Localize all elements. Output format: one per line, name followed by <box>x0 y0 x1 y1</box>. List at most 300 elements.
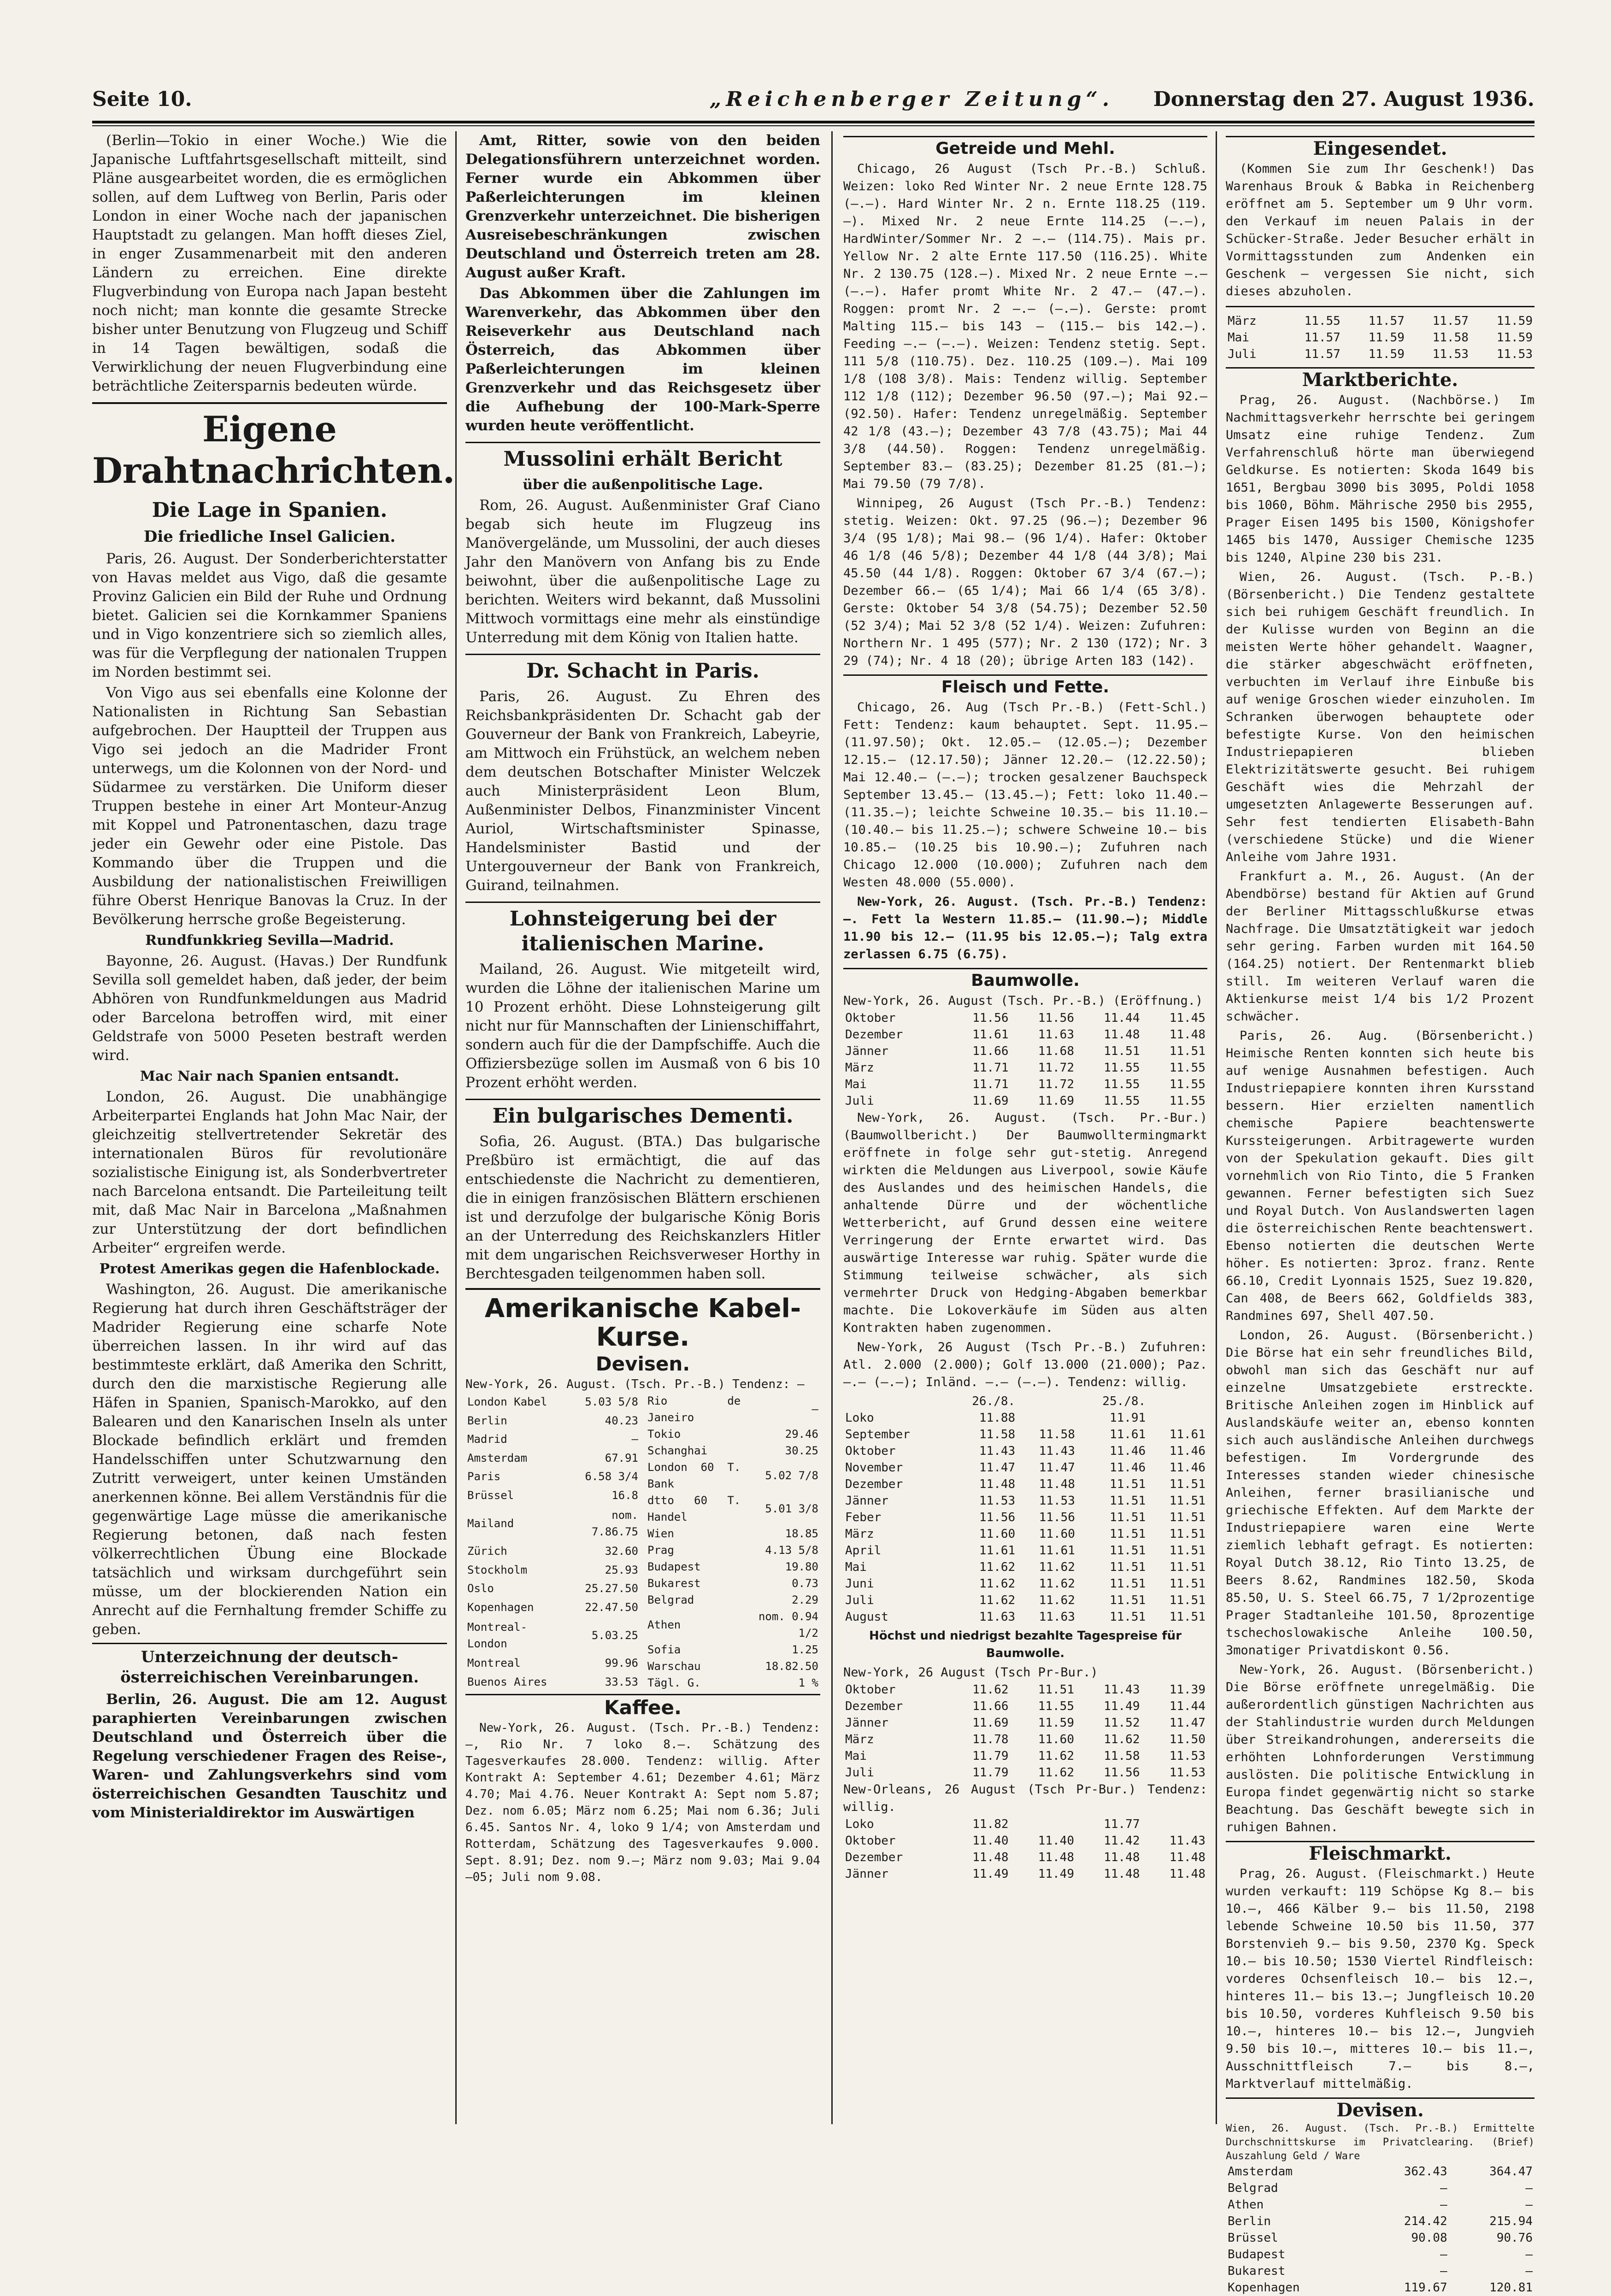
subheadline-devisen: Devisen. <box>595 1353 690 1375</box>
market-report: Chicago, 26 August (Tsch Pr.-B.) Schluß. Weizen: loko Red Winter Nr. 2 neue Ernte 128.75 (—.—). Hard Winter Nr. 2 n. Ernte 118.25 (119.—). Mixed Nr. 2 neue Ernte 114.25 (—.—), HardWinter/Sommer Nr. 2 —.— (114.75). Mais pr. Yellow Nr. 2 alte Ernte 117.50 (116.25). White Nr. 2 130.75 (128.—). Mixed Nr. 2 neue Ernte —.— (—.—). Hafer promt White Nr. 2 47.— (47.—). Roggen: promt Nr. 2 —.— (—.—). Gerste: promt Malting 115.— bis 143 — (115.— bis 142.—). Feeding —.— (—.—). Weizen: Tendenz stetig. Sept. 111 5/8 (110.75). Dez. 110.25 (109.—). Mai 109 1/8 (108 3/8). Mais: Tendenz willig. September 112 1/8 (112); Dezember 96.50 (97.—); Mai 92.— (92.50). Hafer: Tendenz unregelmäßig. September 42 1/8 (43.—); Dezember 43 7/8 (43.75); Mai 44 3/8 (44.50). Roggen: Tendenz unregelmäßig. September 83.— (83.25); Dezember 81.25 (81.—); Mai 79.50 (79 7/8). <box>843 162 1207 491</box>
table-value-cell: — <box>1440 2264 1447 2278</box>
cotton-highlow-headline: Höchst und niedrigst bezahlte Tagespreise für Baumwolle. <box>869 1629 1182 1660</box>
table-value-cell: 11.51 <box>1109 1527 1146 1541</box>
table-row <box>843 1542 1207 1559</box>
table-value-cell: 11.46 <box>1169 1461 1205 1475</box>
table-label-cell: Feber <box>845 1511 882 1524</box>
market-report: Prag, 26. August. (Nachbörse.) Im Nachmittagsverkehr herrschte bei geringem Umsatz eine ruhige Tendenz. Zum Verfahrenschluß hörte man überwiegend Geldkurse. Es notierten: Skoda 1649 bis 1651, Bergbau 3090 bis 3095, Poldi 1058 bis 1060, Böhm. Mährische 2950 bis 2955, Prager Eisen 1495 bis 1500, Königshofer 1465 bis 1470, Aussiger Chemische 1235 bis 1240, Alpine 230 bis 231. <box>1226 393 1535 565</box>
table-value-cell: 11.48 <box>1169 1851 1205 1864</box>
table-value-cell: 18.82.50 <box>765 1660 818 1673</box>
table-value-cell: — <box>811 1403 818 1416</box>
table-label-cell: London 60 T. Bank <box>647 1461 741 1490</box>
table-value-cell: 11.78 <box>972 1733 1009 1746</box>
table-value-cell: 11.43 <box>1039 1444 1075 1458</box>
cotton-table <box>843 1010 1207 1109</box>
table-value-cell: 11.72 <box>1038 1061 1074 1075</box>
table-value-cell: 1 % <box>798 1676 818 1689</box>
cotton-dateline: New-York, 26 August (Tsch Pr-Bur.) <box>843 1665 1098 1680</box>
table-value-cell: 18.85 <box>785 1527 818 1540</box>
article-paragraph: Amt, Ritter, sowie von den beiden Delegationsführern unterzeichnet worden. Ferner wurde ein Abkommen über Paßerleichterungen im kleinen Grenzverkehr unterzeichnet. Die bisherigen Ausreisebeschränkungen zwischen Deutschland und Österreich treten am 28. August außer Kraft. <box>465 132 820 281</box>
table-value-cell: 11.59 <box>1496 331 1533 345</box>
table-value-cell: 11.51 <box>1169 1610 1205 1624</box>
table-value-cell: — <box>1440 2248 1447 2261</box>
table-label-cell: Zürich <box>467 1545 507 1558</box>
cotton-table-4 <box>843 1816 1207 1882</box>
table-value-cell: 11.51 <box>1109 1560 1146 1574</box>
table-label-cell: Mailand <box>467 1517 514 1530</box>
coffee-report: New-York, 26. August. (Tsch. Pr.-B.) Tendenz: —, Rio Nr. 7 loko 8.—. Schätzung des Tagesverkaufes 28.000. Tendenz: willig. After Kontrakt A: September 4.61; Dezember 4.61; März 4.70; Mai 4.76. Neuer Kontrakt A: Sept nom 5.87; Dez. nom 6.05; März nom 6.25; Mai nom 6.36; Juli 6.45. Santos Nr. 4, loko 9 1/4; von Amsterdam und Rotterdam, Schätzung des Tagesverkaufes 9.000. Sept. 8.91; Dez. nom 9.—; März nom 9.03; Mai 9.04—05; Juli nom 9.08. <box>465 1721 820 1884</box>
table-value-cell: 11.57 <box>1304 347 1341 361</box>
table-row <box>465 1561 640 1580</box>
table-value-cell: 11.51 <box>1109 1511 1146 1524</box>
table-value-cell: 11.62 <box>1104 1733 1140 1746</box>
advertisement-notice: (Kommen Sie zum Ihr Geschenk!) Das Warenhaus Brouk & Babka in Reichenberg eröffnet am 5. September um 9 Uhr vorm. den Verkauf im neuen Palais in der Schücker-Straße. Jeder Besucher erhält in Vormittagsstunden zum Andenken ein Geschenk — vergessen Sie nicht, sich dieses abzuholen. <box>1226 162 1535 299</box>
table-value-cell: 11.62 <box>979 1593 1016 1607</box>
table-row <box>843 1698 1207 1715</box>
table-row <box>843 1476 1207 1493</box>
table-value-cell: 11.61 <box>1169 1428 1205 1441</box>
table-label-cell: Buenos Aires <box>467 1675 547 1688</box>
table-row <box>646 1558 820 1575</box>
table-row <box>1226 2196 1535 2213</box>
market-report: Paris, 26. Aug. (Börsenbericht.) Heimische Renten konnten sich heute bis auf wenige Ausnahmen befestigen. Auch Industriepapiere konnten ihren Kursstand bessern. Hier erzielten namentlich chemische Papiere beachtenswerte Kurssteigerungen. Arbitragewerte wurden von der Spekulation gekauft. Dies gilt vornehmlich von Rio Tinto, die 5 Franken gewannen. Ferner befestigten sich Suez und Royal Dutch. Von Auslandswerten lagen die österreichischen Rente beachtenswert. Ebenso notierten die deutschen Werte höher. Es notierten: 3proz. franz. Rente 66.10, Credit Lyonnais 1525, Suez 19.820, Can 408, de Beers 662, Goldfields 383, Randmines 697, Shell 407.50. <box>1226 1029 1535 1323</box>
table-value-cell: 11.55 <box>1104 1078 1140 1091</box>
table-value-cell: 25.93 <box>605 1563 638 1576</box>
table-value-cell: 11.48 <box>1169 1028 1205 1042</box>
table-row <box>465 1393 640 1412</box>
issue-date: Donnerstag den 27. August 1936. <box>1153 88 1535 111</box>
headline-markt: Marktberichte. <box>1226 367 1535 389</box>
table-row <box>843 1866 1207 1882</box>
table-value-cell: 11.69 <box>972 1716 1009 1730</box>
table-value-cell: 11.48 <box>1104 1851 1140 1864</box>
headline-lohn: Lohnsteigerung bei der italienischen Marine. <box>465 902 820 956</box>
column-rule <box>1216 131 1217 2124</box>
table-row <box>465 1505 640 1542</box>
article-paragraph: Rom, 26. August. Außenminister Graf Ciano begab sich heute im Flugzeug ins Manövergelände, um Mussolini, der auch dieses Jahr den Manövern von Anfang bis zu Ende beiwohnt, über die außenpolitische Lage zu berichten. Weiters wird bekannt, daß Mussolini Mittwoch vormittags eine mehr als einstündige Unterredung mit dem König von Italien hatte. <box>465 497 820 646</box>
table-value-cell: 11.48 <box>1038 1851 1074 1864</box>
market-report: London, 26. August. (Börsenbericht.) Die Börse hat ein sehr freundliches Bild, obwohl man sich das Geschäft nur auf einzelne Umsatzgebiete erstreckte. Britische Anleihen zogen im Hinblick auf Auslandskäufe weiter an, ebenso konnten sich auch ausländische Anleihen durchwegs befestigen. Im Vordergrunde des Interesses standen wieder chinesische Anleihen, ferner brasilianische und griechische Effekten. Auf dem Markte der Industriepapiere waren eine Werte ziemlich lebhaft gefragt. Es notierten: Royal Dutch 38.12, Rio Tinto 13.25, de Beers 8.62, Randmines 182.50, Skoda 85.50, U. S. Steel 66.75, 7 1/2prozentige Prager Stadtanleihe 101.50, 8prozentige tschechoslowakische Anleihe 100.50, 3monatiger Privatdiskont 0.56. <box>1226 1328 1535 1658</box>
table-value-cell: 11.51 <box>1109 1610 1146 1624</box>
table-row <box>843 1043 1207 1060</box>
table-value-cell: 11.47 <box>979 1461 1016 1475</box>
article-paragraph: Bayonne, 26. August. (Havas.) Der Rundfunk Sevilla soll gemeldet haben, daß jeder, der beim Abhören von Rundfunkmeldungen aus Madrid oder Barcelona betroffen wird, mit einer Geldstrafe von 5000 Peseten bestraft werden wird. <box>92 953 447 1064</box>
table-value-cell: 11.44 <box>1104 1011 1140 1025</box>
market-report: Chicago, 26. Aug (Tsch Pr.-B.) (Fett-Schl.) Fett: Tendenz: kaum behauptet. Sept. 11.95.— (11.97.50); Okt. 12.05.— (12.05.—); Dezember 12.15.— (12.17.50); Jänner 12.20.— (12.22.50); Mai 12.40.— (—.—); trocken gesalzener Bauchspeck September 13.45.— (13.45.—); Fett: loko 11.40.— (11.35.—); leichte Schweine 10.35.— bis 11.10.— (10.40.— bis 11.25.—); schwere Schweine 10.— bis 10.85.— (10.25 bis 10.90.—); Zufuhren nach Chicago 12.000 (10.000); Zufuhren nach dem Westen 48.000 (55.000). <box>843 700 1207 890</box>
table-value-cell: 11.55 <box>1104 1061 1140 1075</box>
table-row <box>465 1598 640 1617</box>
article-paragraph: Sofia, 26. August. (BTA.) Das bulgarische Preßbüro ist ermächtigt, die auf das entschiedenste die Nachricht zu dementieren, die in einigen französischen Blättern erschienen ist und derzufolge der bulgarische König Boris an der Unterredung des Reichskanzlers Hitler mit dem ungarischen Reichsverweser Horthy in Berchtesgaden teilgenommen haben soll. <box>465 1133 820 1282</box>
table-value-cell: 11.51 <box>1169 1494 1205 1508</box>
table-row <box>646 1542 820 1558</box>
table-row <box>1226 2230 1535 2246</box>
headline-protest: Protest Amerikas gegen die Hafenblockade. <box>99 1261 440 1277</box>
table-value-cell: — <box>1525 2248 1533 2261</box>
headline-kabelkurse: Amerikanische Kabel-Kurse. <box>465 1288 820 1352</box>
headline-baumwolle: Baumwolle. <box>843 968 1207 990</box>
table-label-cell: Kopenhagen <box>1228 2281 1300 2295</box>
table-row <box>1226 2213 1535 2230</box>
table-value-cell: 11.53 <box>1432 347 1469 361</box>
table-label-cell: März <box>845 1733 874 1746</box>
table-row <box>1226 2180 1535 2196</box>
table-value-cell: 99.96 <box>605 1657 638 1670</box>
table-value-cell: 11.51 <box>1109 1544 1146 1558</box>
table-value-cell: 11.69 <box>1038 1094 1074 1108</box>
table-value-cell: 11.56 <box>1104 1766 1140 1780</box>
table-value-cell: 11.62 <box>979 1577 1016 1591</box>
table-value-cell: 11.51 <box>1109 1477 1146 1491</box>
table-label-cell: Athen <box>1228 2198 1264 2212</box>
table-value-cell: — <box>631 1433 638 1446</box>
table-value-cell: 22.47.50 <box>585 1600 638 1614</box>
table-value-cell: 5.03 5/8 <box>585 1395 638 1409</box>
table-value-cell: 90.08 <box>1411 2231 1447 2245</box>
cotton-report: New-York, 26. August. (Tsch. Pr.-Bur.) (Baumwollbericht.) Der Baumwolltermingmarkt eröffnete in folge sehr gut-stetig. Anregend wirkten die Meldungen aus Liverpool, sowie Käufe des Auslandes und des heimischen Handels, die anhaltende Dürre und der wöchentliche Wetterbericht, auf Grund dessen eine weitere Verringerung der Ernte erwartet wird. Das auswärtige Interesse war ruhig. Später wurde die Stimmung teilweise schwächer, als sich vermehrter Druck von Hedging-Abgaben bemerkbar machte. Die Lokoverkäufe im Süden aus alten Kontrakten haben zugenommen. <box>843 1111 1207 1335</box>
table-value-cell: 11.47 <box>1169 1716 1205 1730</box>
cotton-dateline: New-York, 26 August (Tsch Pr.-B.) Zufuhren: Atl. 2.000 (2.000); Golf 13.000 (21.000); Paz. —.— (—.—); Inländ. —.— (—.—). Tendenz: willig. <box>843 1340 1207 1389</box>
table-label-cell: London Kabel <box>467 1395 547 1409</box>
table-row <box>465 1430 640 1449</box>
table-value-cell: 11.43 <box>979 1444 1016 1458</box>
headline-spain: Die Lage in Spanien. <box>152 498 388 522</box>
table-row <box>1226 2246 1535 2263</box>
column-4 <box>1226 131 1535 2295</box>
table-label-cell: Mai <box>845 1560 867 1574</box>
table-value-cell <box>1017 1410 1077 1426</box>
table-value-cell: 11.82 <box>972 1817 1009 1831</box>
table-value-cell: 11.40 <box>1038 1834 1074 1848</box>
table-row <box>843 1849 1207 1866</box>
table-value-cell: 11.58 <box>979 1428 1016 1441</box>
table-value-cell: 11.55 <box>1169 1061 1205 1075</box>
table-value-cell: 11.42 <box>1104 1834 1140 1848</box>
table-label-cell: Montreal <box>467 1657 521 1670</box>
table-value-cell: 11.48 <box>979 1477 1016 1491</box>
devisen-left-table <box>465 1393 640 1691</box>
devisen-dateline: New-York, 26. August. (Tsch. Pr.-B.) Tendenz: — <box>465 1377 805 1391</box>
table-label-cell: März <box>845 1061 874 1075</box>
table-label-cell: April <box>845 1544 882 1558</box>
table-value-cell: 11.63 <box>1038 1028 1074 1042</box>
table-value-cell: 11.91 <box>1109 1411 1146 1425</box>
table-value-cell: 11.58 <box>1039 1428 1075 1441</box>
table-value-cell: 19.80 <box>785 1560 818 1573</box>
column-rule <box>831 131 833 2124</box>
table-value-cell: 11.62 <box>972 1683 1009 1697</box>
table-value-cell: 119.67 <box>1404 2281 1447 2295</box>
table-value-cell: 2.29 <box>792 1593 818 1606</box>
table-value-cell: nom. 0.94 1/2 <box>758 1610 818 1640</box>
market-report: Prag, 26. August. (Fleischmarkt.) Heute wurden verkauft: 119 Schöpse Kg 8.— bis 10.—, 466 Kälber 9.— bis 11.50, 2198 lebende Schweine 10.50 bis 11.50, 377 Borstenvieh 9.— bis 9.50, 2370 Kg. Speck 10.— bis 10.50; 1530 Viertel Rindfleisch: vorderes Ochsenfleisch 10.— bis 12.—, hinteres 11.— bis 13.—; Jungfleisch 10.20 bis 10.50, vorderes Kuhfleisch 9.50 bis 10.—, hinteres 10.— bis 12.—, Jungvieh 9.50 bis 10.—, mitteres 10.— bis 11.—, Ausschnittfleisch 7.— bis 8.—, Marktverlauf mittelmäßig. <box>1226 1867 1535 2091</box>
table-value-cell: 11.53 <box>1039 1494 1075 1508</box>
table-value-cell: 11.48 <box>972 1851 1009 1864</box>
table-value-cell: 5.03.25 <box>591 1628 638 1642</box>
devisen-table <box>465 1393 820 1691</box>
table-label-cell: Juli <box>845 1593 874 1607</box>
table-row <box>843 1715 1207 1731</box>
table-value-cell: 11.72 <box>1038 1078 1074 1091</box>
top-rule-thin <box>92 125 1535 126</box>
table-label-cell: Mai <box>845 1078 867 1091</box>
table-label-cell: Berlin <box>1228 2214 1271 2228</box>
market-report: Wien, 26. August. (Tsch. P.-B.) (Börsenbericht.) Die Tendenz gestaltete sich bei ruhigem Geschäft freundlich. In der Kulisse wurden von Beginn an die meisten Werte höher gehandelt. Waagner, die stärker abgeschwächt eröffneten, verbuchten im Verlauf ihre Einbuße bis auf wenige Groschen wieder einzuholen. Im Schranken überwogen behauptete oder befestigte Kurse. Von den heimischen Industriepapieren blieben Elektrizitätswerte gesucht. Bei ruhigem Geschäft wies die Mehrzahl der umgesetzten Anlagewerte Besserungen auf. Sehr fest tendierten Elisabeth-Bahn (verschiedene Stücke) und die Wiener Anleihe vom Jahre 1931. <box>1226 570 1535 864</box>
table-row <box>646 1675 820 1691</box>
headline-mussolini: Mussolini erhält Bericht <box>465 442 820 472</box>
table-value-cell: 11.88 <box>979 1411 1016 1425</box>
headline-dementi: Ein bulgarisches Dementi. <box>465 1099 820 1129</box>
table-value-cell: 11.51 <box>1109 1577 1146 1591</box>
table-row <box>465 1617 640 1654</box>
table-row <box>646 1459 820 1492</box>
table-label-cell: August <box>845 1610 888 1624</box>
table-row <box>646 1426 820 1442</box>
column-1 <box>92 131 455 2124</box>
table-value-cell: 11.71 <box>972 1061 1009 1075</box>
table-label-cell: Berlin <box>467 1414 507 1427</box>
masthead <box>92 83 1535 115</box>
cotton-dateline: New-York, 26. August (Tsch. Pr.-B.) (Eröffnung.) <box>843 994 1203 1008</box>
table-row <box>843 1576 1207 1592</box>
table-row <box>843 1833 1207 1849</box>
headline-radio: Rundfunkkrieg Sevilla—Madrid. <box>145 932 394 949</box>
table-label-cell: Warschau <box>647 1660 701 1673</box>
table-value-cell: 29.46 <box>785 1428 818 1441</box>
table-value-cell: 11.79 <box>972 1766 1009 1780</box>
table-value-cell: 11.63 <box>979 1610 1016 1624</box>
table-value-cell: 11.51 <box>1169 1527 1205 1541</box>
table-row <box>646 1658 820 1675</box>
table-label-cell: Montreal-London <box>467 1620 528 1650</box>
table-label-cell: Juli <box>845 1766 874 1780</box>
table-label-cell: Paris <box>467 1470 501 1483</box>
table-value-cell: 11.51 <box>1109 1494 1146 1508</box>
table-row <box>843 1609 1207 1625</box>
table-value-cell: — <box>1440 2198 1447 2212</box>
table-row <box>843 1026 1207 1043</box>
table-row <box>843 1410 1207 1426</box>
table-value-cell: 11.60 <box>1039 1527 1075 1541</box>
article-paragraph: Berlin, 26. August. Die am 12. August paraphierten Vereinbarungen zwischen Deutschland und Österreich über die Regelung verschiedener Fragen des Reise-, Waren- und Zahlungsverkehrs sind vom österreichischen Gesandten Tauschitz und vom Ministerialdirektor im Auswärtigen <box>92 1691 447 1821</box>
table-value-cell: 11.53 <box>1169 1766 1205 1780</box>
table-row <box>646 1592 820 1608</box>
table-value-cell: 11.57 <box>1432 314 1469 328</box>
article-paragraph: Washington, 26. August. Die amerikanische Regierung hat durch ihren Geschäftsträger der Madrider Regierung eine scharfe Note überreichen lassen. In ihr wird auf das bestimmteste erklärt, daß Amerika den Schritt, durch den die marxistische Regierung alle Häfen in Spanien, Spanisch-Marokko, auf den Balearen und den Kanarischen Inseln als unter Blockade befindlich erklärt und fremden Handelsschiffen unter Schutzwarnung den Zutritt verweigert, unter keinen Umständen anerkennen könne. Bei allem Verständnis für die gegenwärtige Lage müsse die amerikanische Regierung betonen, daß nach festen völkerrechtlichen Übung eine Blockade tatsächlich und wirksam durchgeführt sein müsse, um der blockierenden Nation ein Anrecht auf die Fernhaltung fremder Schiffe zu geben. <box>92 1281 447 1638</box>
table-row <box>843 1393 1207 1410</box>
top-rule <box>92 121 1535 123</box>
table-value-cell: 11.44 <box>1169 1699 1205 1713</box>
table-row <box>646 1641 820 1658</box>
table-label-cell: September <box>845 1428 910 1441</box>
table-row <box>465 1467 640 1486</box>
table-value-cell: 11.48 <box>1169 1867 1205 1881</box>
table-row <box>843 1592 1207 1609</box>
table-label-cell: Loko <box>845 1817 874 1831</box>
table-row <box>465 1654 640 1673</box>
cotton-table-2 <box>843 1393 1207 1625</box>
table-value-cell: 11.46 <box>1109 1444 1146 1458</box>
table-value-cell: 11.43 <box>1104 1683 1140 1697</box>
table-label-cell: Dezember <box>845 1477 903 1491</box>
table-label-cell: Schanghai <box>647 1444 708 1457</box>
table-value-cell: 11.77 <box>1104 1817 1140 1831</box>
table-value-cell: 11.56 <box>972 1011 1009 1025</box>
table-value-cell: — <box>1525 2264 1533 2278</box>
table-value-cell: 11.48 <box>1104 1028 1140 1042</box>
table-value-cell: 11.46 <box>1109 1461 1146 1475</box>
table-row <box>1226 329 1535 346</box>
table-value-cell: 11.55 <box>1169 1094 1205 1108</box>
table-value-cell: 11.59 <box>1368 331 1405 345</box>
table-label-cell: Jänner <box>845 1494 888 1508</box>
table-value-cell <box>1141 1816 1207 1833</box>
table-label-cell: Jänner <box>845 1044 888 1058</box>
table-value-cell: — <box>1525 2198 1533 2212</box>
table-value-cell: 11.66 <box>972 1044 1009 1058</box>
table-value-cell: 11.51 <box>1169 1560 1205 1574</box>
table-row <box>843 1493 1207 1509</box>
table-label-cell: Oslo <box>467 1582 494 1595</box>
table-label-cell: Oktober <box>845 1011 896 1025</box>
table-value-cell: 11.57 <box>1304 331 1341 345</box>
subheadline-galicia: Die friedliche Insel Galicien. <box>143 527 396 546</box>
table-value-cell: 362.43 <box>1404 2165 1447 2179</box>
table-value-cell: 11.51 <box>1169 1577 1205 1591</box>
table-label-cell: Mai <box>845 1749 867 1763</box>
cotton-dateline: New-Orleans, 26 August (Tsch Pr-Bur.) Tendenz: willig. <box>843 1782 1207 1814</box>
table-label-cell: Juli <box>845 1094 874 1108</box>
column-rule <box>455 131 457 2124</box>
headline-schacht: Dr. Schacht in Paris. <box>465 654 820 684</box>
table-value-cell: 364.47 <box>1489 2165 1533 2179</box>
table-value-cell: 11.58 <box>1432 331 1469 345</box>
table-value-cell: 11.69 <box>972 1094 1009 1108</box>
table-label-cell: Madrid <box>467 1433 507 1446</box>
headline-devisen-wien: Devisen. <box>1226 2097 1535 2119</box>
table-value-cell: 11.50 <box>1169 1733 1205 1746</box>
headline-getreide: Getreide und Mehl. <box>843 136 1207 158</box>
subheadline-kaffee: Kaffee. <box>465 1694 820 1717</box>
table-row <box>843 1764 1207 1781</box>
table-value-cell: 11.48 <box>1104 1867 1140 1881</box>
table-label-cell: Mai <box>1228 331 1249 345</box>
table-value-cell: nom. 7.86.75 <box>591 1508 638 1538</box>
column-2 <box>465 131 820 2124</box>
table-row <box>646 1442 820 1459</box>
table-value-cell: 11.49 <box>1104 1699 1140 1713</box>
table-value-cell: 11.57 <box>1368 314 1405 328</box>
table-value-cell: 11.51 <box>1169 1044 1205 1058</box>
table-value-cell: 32.60 <box>605 1545 638 1558</box>
table-value-cell: 0.73 <box>792 1577 818 1590</box>
table-value-cell: 214.42 <box>1404 2214 1447 2228</box>
table-value-cell: 11.58 <box>1104 1749 1140 1763</box>
table-row <box>843 1426 1207 1443</box>
headline-macnair: Mac Nair nach Spanien entsandt. <box>140 1068 400 1084</box>
table-row <box>843 1060 1207 1076</box>
table-value-cell: 11.45 <box>1169 1011 1205 1025</box>
table-label-cell: Tägl. G. <box>647 1676 701 1689</box>
table-label-cell: Juni <box>845 1577 874 1591</box>
devisen-right-table <box>646 1393 820 1691</box>
table-value-cell: 25.27.50 <box>585 1582 638 1595</box>
table-label-cell: Jänner <box>845 1716 888 1730</box>
table-label-cell: Amsterdam <box>467 1451 528 1464</box>
table-row <box>1226 2279 1535 2296</box>
table-value-cell: 11.48 <box>1039 1477 1075 1491</box>
table-value-cell: 5.01 3/8 <box>765 1502 818 1515</box>
cotton-table-3 <box>843 1681 1207 1781</box>
table-row <box>843 1459 1207 1476</box>
table-label-cell: Dezember <box>845 1028 903 1042</box>
table-value-cell: 11.62 <box>1039 1577 1075 1591</box>
table-value-cell: 11.46 <box>1169 1444 1205 1458</box>
table-value-cell: 11.61 <box>979 1544 1016 1558</box>
column-3 <box>843 131 1207 2124</box>
table-value-cell: 11.43 <box>1169 1834 1205 1848</box>
table-label-cell: Budapest <box>1228 2248 1286 2261</box>
table-value-cell <box>1017 1393 1077 1410</box>
price-table <box>1226 313 1535 363</box>
table-value-cell: 11.39 <box>1169 1683 1205 1697</box>
table-row <box>843 1076 1207 1093</box>
table-label-cell: Dezember <box>845 1699 903 1713</box>
table-value-cell: 215.94 <box>1489 2214 1533 2228</box>
table-value-cell: 11.49 <box>972 1867 1009 1881</box>
headline-fleisch: Fleisch und Fette. <box>843 674 1207 696</box>
table-row <box>465 1579 640 1598</box>
table-value-cell: 11.51 <box>1169 1477 1205 1491</box>
article-tokio: (Berlin—Tokio in einer Woche.) Wie die Japanische Luftfahrtsgesellschaft mitteilt, sind Pläne ausgearbeitet worden, die es ermöglichen sollen, auf dem Luftweg von Berlin, Paris oder London in einer Woche nach der japanischen Hauptstadt zu gelangen. Man hofft dieses Ziel, in enger Zusammenarbeit mit den anderen Ländern zu erreichen. Eine direkte Flugverbindung von Europa nach Japan besteht noch nicht; man konnte die gesamte Strecke bisher unter Benutzung von Flugzeug und Schiff in 14 Tagen bewältigen, sodaß die Verwirklichung der neuen Flugverbindung eine beträchtliche Zeitersparnis bedeuten würde. <box>92 132 447 394</box>
table-value-cell: 11.51 <box>1038 1683 1074 1697</box>
table-value-cell: 11.60 <box>1038 1733 1074 1746</box>
table-value-cell: 11.52 <box>1104 1716 1140 1730</box>
table-label-cell: Belgrad <box>1228 2181 1278 2195</box>
divider <box>1226 306 1535 307</box>
table-value-cell: 1.25 <box>792 1643 818 1656</box>
table-label-cell: Kopenhagen <box>467 1600 534 1614</box>
headline-eingesendet: Eingesendet. <box>1226 136 1535 158</box>
table-row <box>465 1542 640 1561</box>
table-value-cell: 11.49 <box>1038 1867 1074 1881</box>
table-label-cell: Juli <box>1228 347 1257 361</box>
table-row <box>843 1443 1207 1459</box>
table-row <box>843 1509 1207 1526</box>
table-value-cell: 11.59 <box>1368 347 1405 361</box>
table-row <box>1226 313 1535 329</box>
table-label-cell: Wien <box>647 1527 674 1540</box>
table-label-cell: Stockholm <box>467 1563 528 1576</box>
table-row <box>646 1525 820 1542</box>
market-report: Frankfurt a. M., 26. August. (An der Abendbörse) bestand für Aktien auf Grund der Berliner Mittagsschlußkurse etwas Nachfrage. Die Umsatztätigkeit war jedoch sehr gering. Farben wurden mit 164.50 (164.25) notiert. Der Rentenmarkt blieb still. Im weiteren Verlauf waren die Aktienkurse meist 1/4 bis 1/2 Prozent schwächer. <box>1226 869 1535 1024</box>
table-label-cell: Budapest <box>647 1560 701 1573</box>
market-report: New-York, 26. August. (Tsch. Pr.-B.) Tendenz: —. Fett la Western 11.85.— (11.90.—); Middle 11.90 bis 12.— (11.95 bis 12.05.—); Talg extra zerlassen 6.75 (6.75). <box>843 895 1207 961</box>
table-value-cell: 25./8. <box>1102 1394 1146 1408</box>
headline-fleischmarkt: Fleischmarkt. <box>1226 1841 1535 1863</box>
table-row <box>843 1559 1207 1576</box>
table-label-cell: Bukarest <box>647 1577 701 1590</box>
table-label-cell: Oktober <box>845 1683 896 1697</box>
table-value-cell: 6.58 3/4 <box>585 1470 638 1483</box>
table-label-cell: Belgrad <box>647 1593 694 1606</box>
devisen-dateline: Wien, 26. August. (Tsch. Pr.-B.) Ermittelte Durchschnittskurse im Privatclearing. (Brief) Auszahlung Geld / Ware <box>1226 2123 1535 2162</box>
table-label-cell: Sofia <box>647 1643 681 1656</box>
table-value-cell: 11.61 <box>1039 1544 1075 1558</box>
table-row <box>1226 2263 1535 2279</box>
table-row <box>843 1093 1207 1109</box>
table-value-cell: 120.81 <box>1489 2281 1533 2295</box>
table-row <box>646 1575 820 1592</box>
